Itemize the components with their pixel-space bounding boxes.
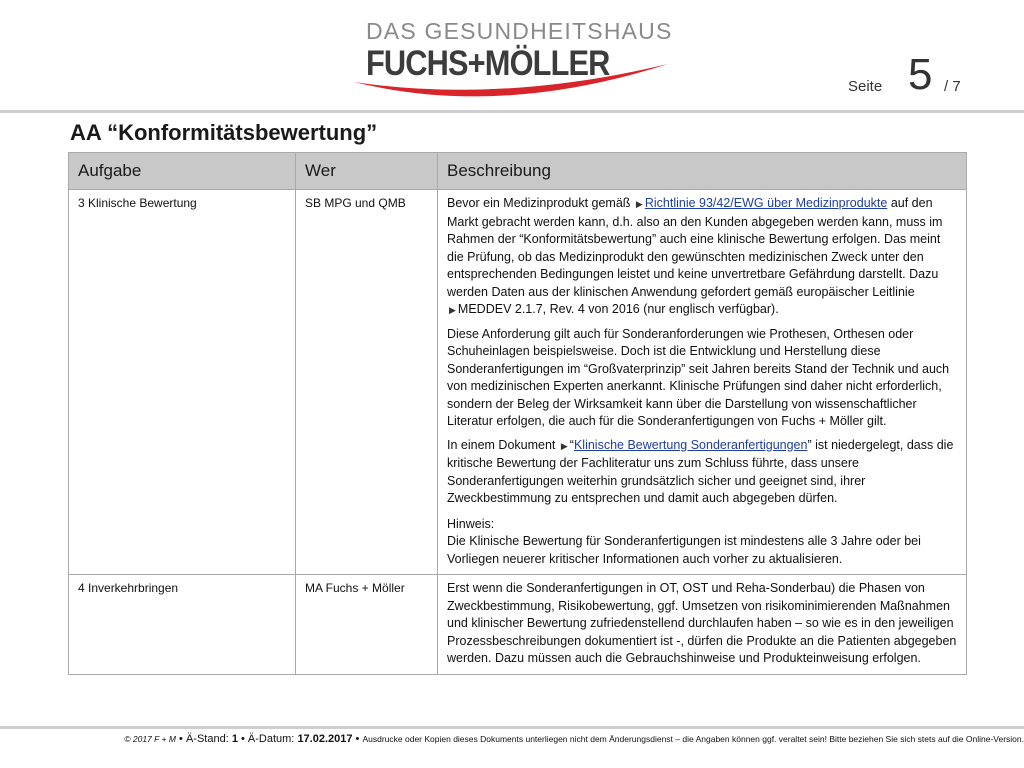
row-responsible: MA Fuchs + Möller — [296, 575, 438, 675]
description-text: In einem Dokument — [447, 437, 556, 452]
page-number: 5 — [908, 50, 933, 99]
arrow-right-icon: ▶ — [560, 440, 568, 451]
note-text: Die Klinische Bewertung für Sonderanfertigungen ist mindestens alle 3 Jahre oder bei Vorliegen neuerer kritischer Informationen auch vorher zu aktualisieren. — [447, 534, 921, 566]
row-description: Erst wenn die Sonderanfertigungen in OT, OST und Reha-Sonderbau) die Phasen von Zweckbestimmung, Risikobewertung, ggf. Umsetzen von risikominimierenden Maßnahmen und klinischer Bewertung zufriedenstellend durchlaufen haben – so wie es in den jeweiligen Prozessbeschreibungen dokumentiert ist -, dürfen die Produkte an die Patienten abgegeben werden. Dazu müssen auch die Gebrauchshinweise und Produkteinweisung erfolgen. — [438, 575, 967, 675]
footer-disclaimer: Ausdrucke oder Kopien dieses Dokuments unterliegen nicht dem Änderungsdienst – die Angaben können ggf. veraltet sein! Bitte beziehen Sie sich stets auf die Online-Version. — [362, 734, 1024, 744]
description-paragraph — [447, 195, 957, 320]
swoosh-path — [354, 64, 668, 96]
footer-stand-label: Ä-Stand: — [185, 733, 229, 745]
description-paragraph: In einem Dokument ▶ “Klinische Bewertung Sonderanfertigungen” ist niedergelegt, dass die kritische Bewertung der Fachliteratur uns zum Schluss führte, dass unsere Sonderanfertigungen weiterhin grundsätzlich sicher und geeignet sind, ihrer Zweckbestimmung zu entsprechen und damit auch abgegeben dürfen. — [447, 437, 954, 505]
column-header-wer: Wer — [296, 153, 438, 190]
footer-divider — [0, 726, 1024, 729]
note-block — [447, 516, 957, 569]
row-task: 4 Inverkehrbringen — [69, 575, 296, 675]
link-richtlinie[interactable]: Richtlinie 93/42/EWG über Medizinprodukte — [644, 196, 888, 210]
description-text: ist niedergelegt, dass die kritische Bewertung der Fachliteratur uns zum Schluss führte, dass unsere Sonderanfertigungen weiterhin grundsätzlich sicher und geeignet sind, ihrer Zweckbestimmung zu entsprechen und damit auch abgegeben dürfen. — [447, 437, 954, 505]
page-title: AA “Konformitätsbewertung” — [70, 120, 378, 145]
row-task: 3 Klinische Bewertung — [69, 190, 296, 575]
description-text: Bevor ein Medizinprodukt gemäß — [447, 196, 631, 210]
description-paragraph: Diese Anforderung gilt auch für Sonderanforderungen wie Prothesen, Orthesen oder Schuheinlagen beispielsweise. Doch ist die Entwicklung und Herstellung diese Sonderanfertigungen im “Großvaterprinzip” seit Jahren bereits Stand der Technik und auch von medizinischen Experten anerkannt. Klinische Prüfungen sind daher nicht erforderlich, sondern der Beleg der Wirksamkeit kann über die Darstellung von wissenschaftlicher Literatur erfolgen, die auch für die Sonderanfertigungen von Fuchs + Möller gilt. — [447, 326, 950, 428]
logo-swoosh — [350, 60, 680, 105]
page-label: Seite — [848, 78, 883, 95]
arrow-right-icon: ▶ — [635, 199, 643, 209]
meddev-reference: MEDDEV 2.1.7, Rev. 4 von 2016 (nur englisch verfügbar). — [457, 302, 779, 316]
header-divider — [0, 110, 1024, 113]
logo-wordmark: FUCHS+MÖLLER — [366, 44, 610, 83]
link-klinische-bewertung[interactable]: Klinische Bewertung Sonderanfertigungen — [573, 437, 808, 452]
note-label: Hinweis: — [447, 516, 495, 531]
table-header-row — [69, 153, 967, 190]
footer: © 2017 F + M • Ä-Stand: 1 • Ä-Datum: 17.02.2017 • Ausdrucke oder Kopien dieses Dokuments unterliegen nicht dem Änderungsdienst – die Angaben können ggf. veraltet sein! Bitte beziehen Sie sich stets auf die Online-Version. — [124, 733, 1024, 745]
footer-datum-label: Ä-Datum: — [247, 733, 295, 745]
logo-tagline: DAS GESUNDHEITSHAUS — [366, 18, 673, 44]
row-responsible: SB MPG und QMB — [296, 190, 438, 575]
footer-copyright: © 2017 F + M — [124, 734, 176, 744]
page-total: / 7 — [944, 78, 961, 95]
column-header-beschreibung: Beschreibung — [438, 153, 967, 190]
table-row — [69, 575, 967, 675]
arrow-right-icon: ▶ — [449, 305, 456, 315]
footer-stand-value: 1 — [231, 733, 238, 745]
footer-datum-value: 17.02.2017 — [297, 733, 353, 745]
row-description — [438, 190, 967, 575]
description-text: auf den Markt gebracht werden kann, d.h. also an den Kunden abgegeben werden kann, muss im Rahmen der “Konformitätsbewertung” auch eine klinische Bewertung erfolgen. Das meint die Prüfung, ob das Medizinprodukt den gewünschten medizinischen Zweck unter den entsprechenden Bedingungen leistet und keine unvertretbare Gefährdung darstellt. Dazu werden Daten aus der klinischen Anwendung gefordert gemäß europäischer Leitlinie — [447, 196, 943, 299]
table-row — [69, 190, 967, 575]
column-header-aufgabe: Aufgabe — [69, 153, 296, 190]
process-table — [68, 152, 967, 675]
